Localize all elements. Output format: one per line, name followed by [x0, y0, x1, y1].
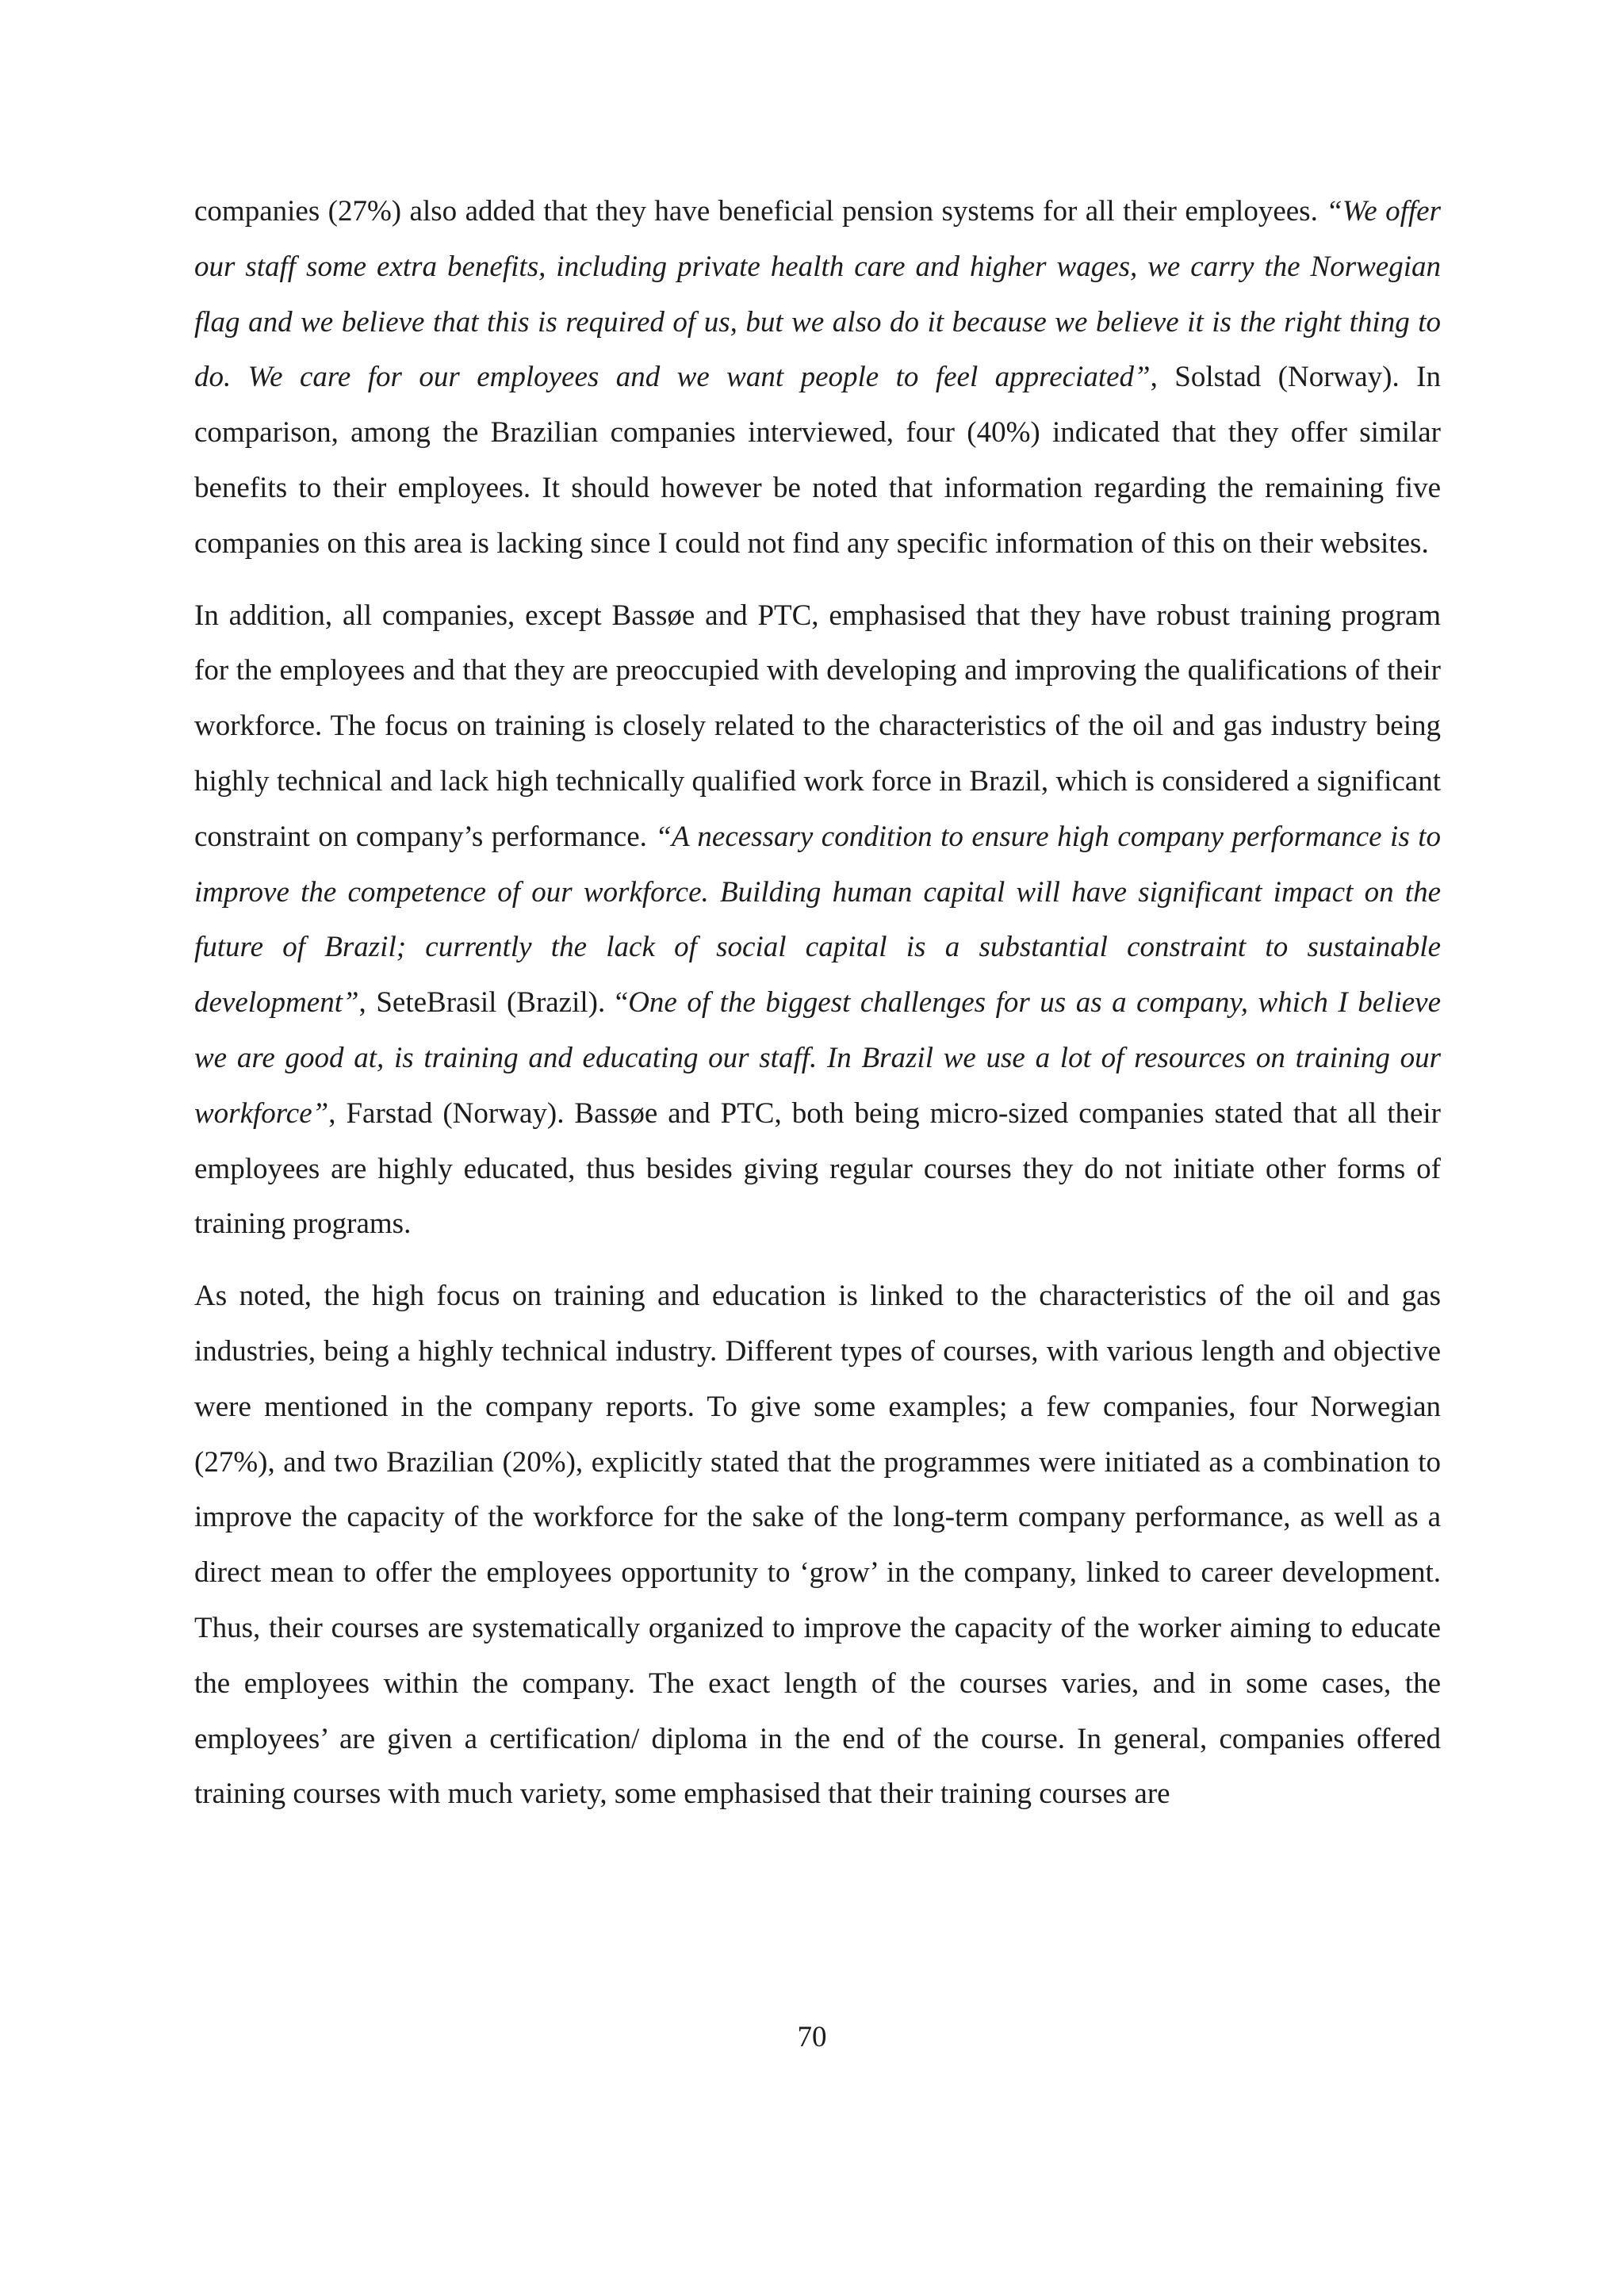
- paragraph-education: [194, 1269, 1441, 1822]
- quote-farstad: One of the biggest challenges for us as a company, which I believe we are good at, is training and educating our staff. In Brazil we use a lot of resources on training our workforce”: [194, 986, 1441, 1130]
- text-run: companies (27%) also added that they have beneficial pension systems for all their employees.: [194, 195, 1327, 228]
- text-run: As noted, the high focus on training and education is linked to the characteristics of the oil and gas industries, being a highly technical industry. Different types of courses, with various length and objective were mentioned in the company reports. To give some examples; a few companies, four Norwegian (27%), and two Brazilian (20%), explicitly stated that the programmes were initiated as a combination to improve the capacity of the workforce for the sake of the long-term company performance, as well as a direct mean to offer the employees opportunity to ‘grow’ in the company, linked to career development. Thus, their courses are systematically organized to improve the capacity of the worker aiming to educate the employees within the company. The exact length of the courses varies, and in some cases, the employees’ are given a certification/ diploma in the end of the course. In general, companies offered training courses with much variety, some emphasised that their training courses are: [194, 1280, 1441, 1811]
- quote-solstad: “We offer our staff some extra benefits, including private health care and higher wages, we carry the Norwegian flag and we believe that this is required of us, but we also do it because we believe it is the right thing to do. We care for our employees and we want people to feel appreciated”: [194, 195, 1441, 394]
- body-text: [194, 184, 1441, 1822]
- page-number: 70: [797, 2021, 827, 2053]
- quote-setebrasil: “A necessary condition to ensure high company performance is to improve the competence of our workforce. Building human capital will have significant impact on the future of Brazil; currently the lack of social capital is a substantial constraint to sustainable development”: [194, 820, 1442, 1020]
- text-run: , SeteBrasil (Brazil). “: [358, 986, 629, 1020]
- text-run: In addition, all companies, except Bassøe and PTC, emphasised that they have robust training program for the employees and that they are preoccupied with developing and improving the qualifications of their workforce. The focus on training is closely related to the characteristics of the oil and gas industry being highly technical and lack high technically qualified work force in Brazil, which is considered a significant constraint on company’s performance.: [194, 599, 1441, 853]
- paragraph-training: [194, 588, 1441, 1253]
- text-run: , Farstad (Norway). Bassøe and PTC, both being micro-sized companies stated that all their employees are highly educated, thus besides giving regular courses they do not initiate other forms of training programs.: [194, 1096, 1441, 1241]
- paragraph-benefits: [194, 184, 1441, 572]
- text-run: , Solstad (Norway). In comparison, among the Brazilian companies interviewed, four (40%) indicated that they offer similar benefits to their employees. It should however be noted that information regarding the remaining five companies on this area is lacking since I could not find any specific information of this on their websites.: [194, 361, 1442, 560]
